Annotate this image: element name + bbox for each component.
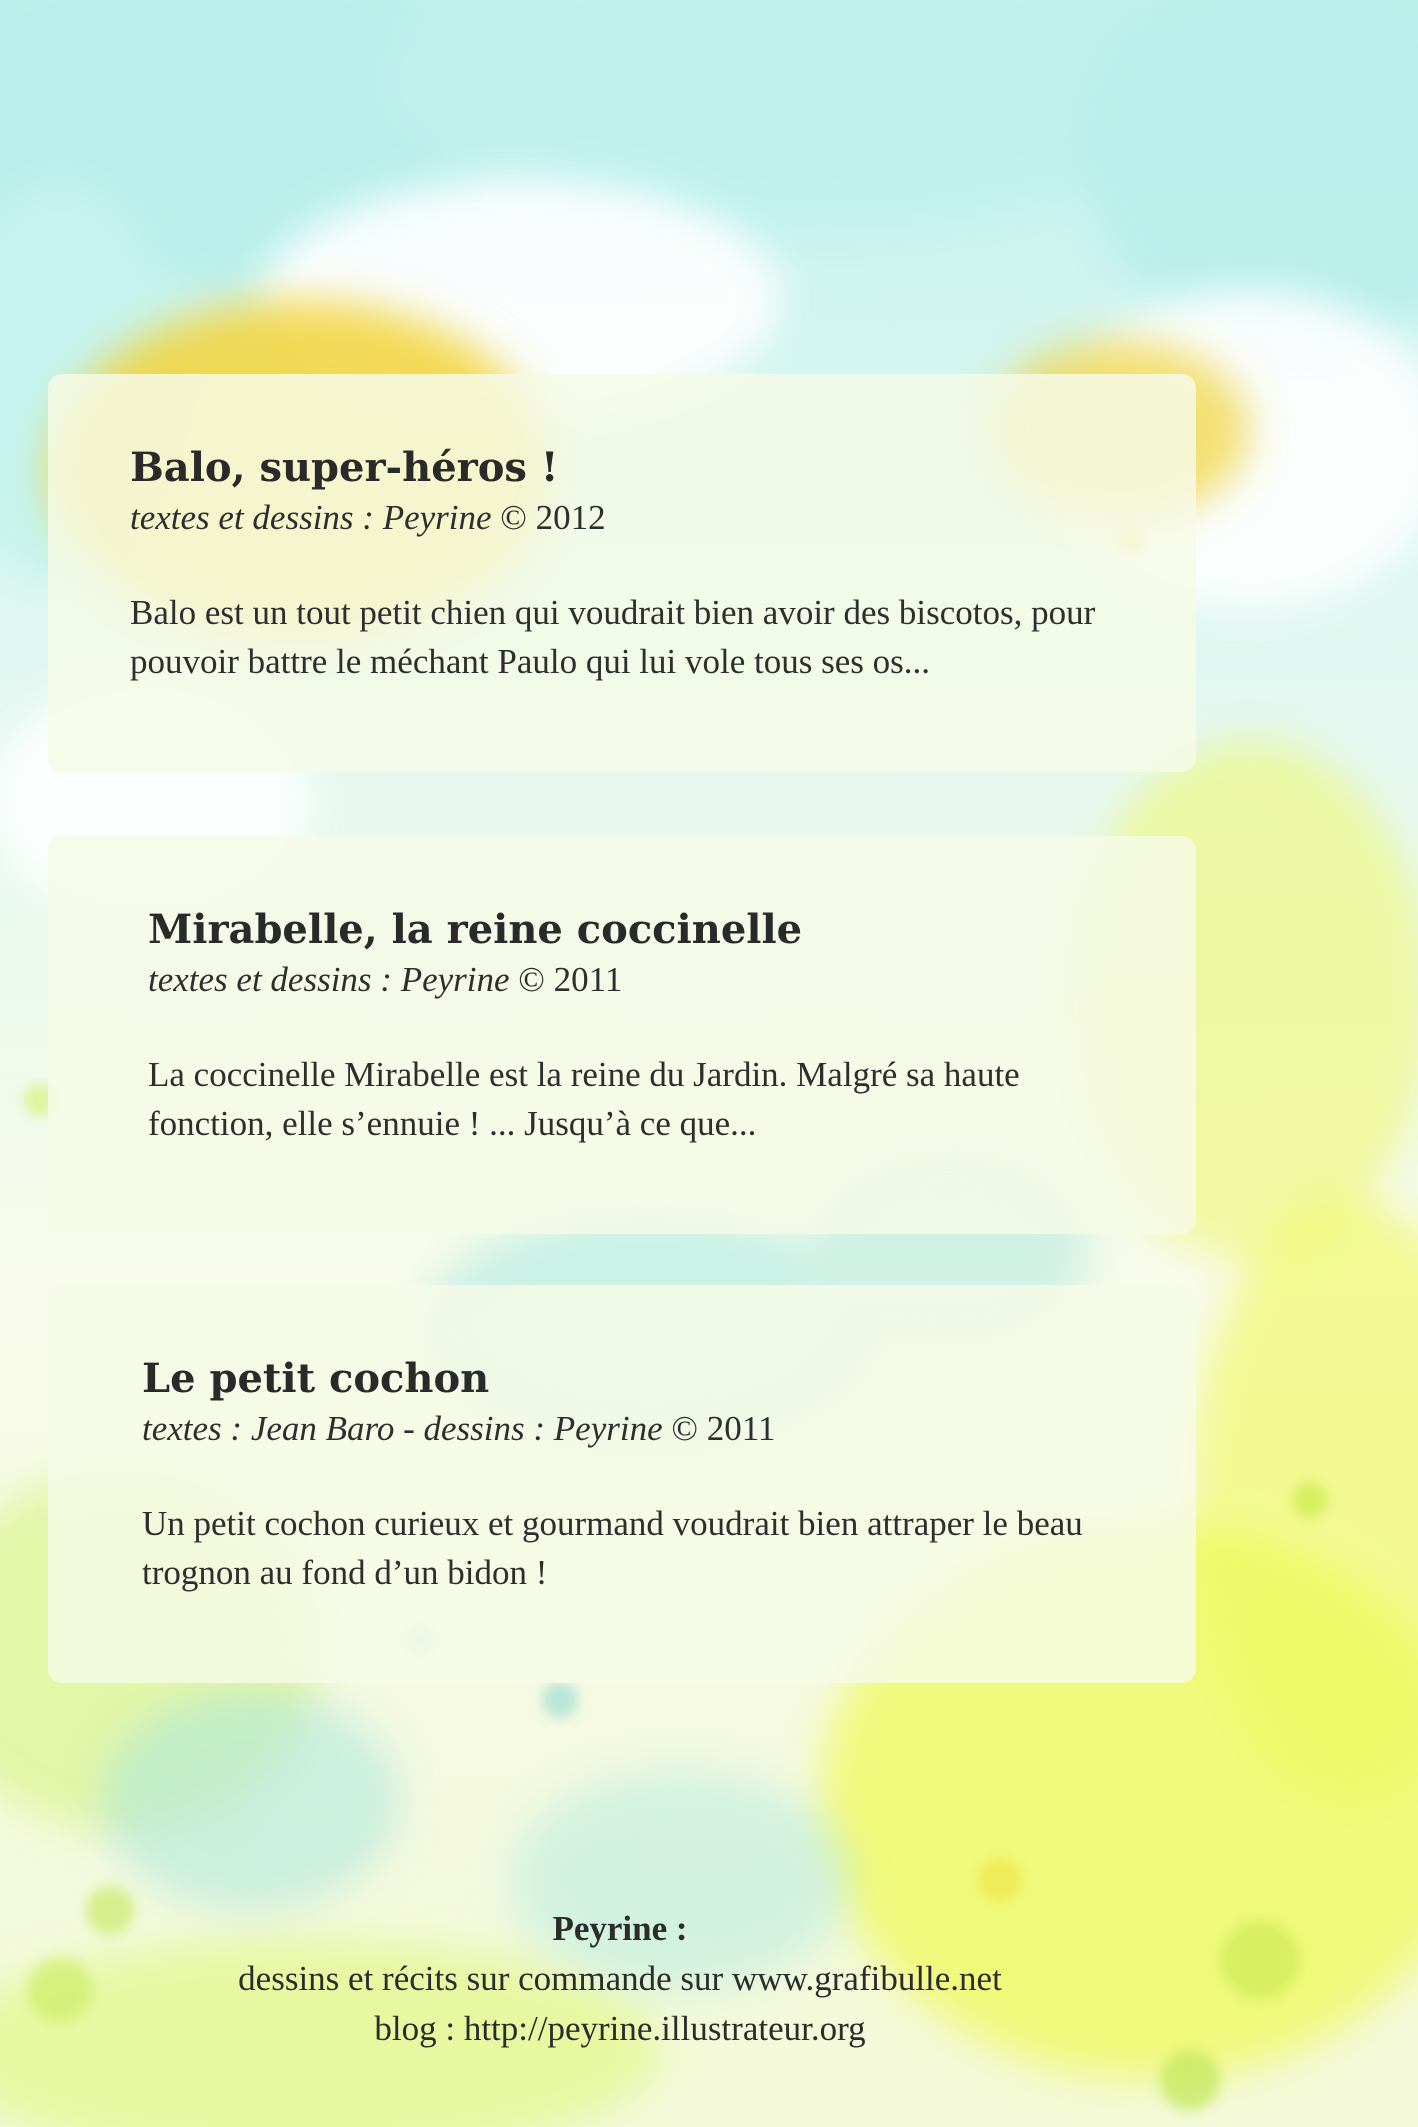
book-card-mirabelle [48, 836, 1196, 1234]
book-credit [142, 1407, 1156, 1451]
book-credit-authors: textes et dessins : Peyrine [130, 498, 492, 537]
book-card-balo [48, 374, 1196, 772]
commission-website-line[interactable]: dessins et récits sur commande sur www.grafibulle.net [238, 1959, 1002, 1998]
book-title: Balo, super-héros ! [130, 444, 559, 491]
book-card-content [142, 1355, 1156, 1632]
blog-link-line[interactable]: blog : http://peyrine.illustrateur.org [374, 2009, 866, 2048]
book-credit-authors: textes et dessins : Peyrine [148, 960, 510, 999]
book-credit-year: © 2011 [509, 960, 623, 999]
book-description: La coccinelle Mirabelle est la reine du Jardin. Malgré sa haute fonction, elle s’ennuie ! ... Jusqu’à ce que... [148, 1055, 1020, 1143]
book-description: Un petit cochon curieux et gourmand voudrait bien attraper le beau trognon au fond d’un bidon ! [142, 1504, 1083, 1592]
book-card-content [130, 444, 1156, 721]
book-title: Le petit cochon [142, 1355, 490, 1402]
book-card-petit-cochon [48, 1285, 1196, 1683]
book-credit-authors: textes : Jean Baro - dessins : Peyrine [142, 1409, 663, 1448]
book-description: Balo est un tout petit chien qui voudrait bien avoir des biscotos, pour pouvoir battre le méchant Paulo qui lui vole tous ses os... [130, 593, 1096, 681]
book-credit [130, 496, 1156, 540]
author-name: Peyrine : [552, 1909, 688, 1948]
page-footer [0, 1904, 1240, 2054]
book-credit-year: © 2011 [662, 1409, 776, 1448]
book-title: Mirabelle, la reine coccinelle [148, 906, 803, 953]
book-credit-year: © 2012 [491, 498, 606, 537]
book-card-content [148, 906, 1156, 1183]
book-credit [148, 958, 1156, 1002]
